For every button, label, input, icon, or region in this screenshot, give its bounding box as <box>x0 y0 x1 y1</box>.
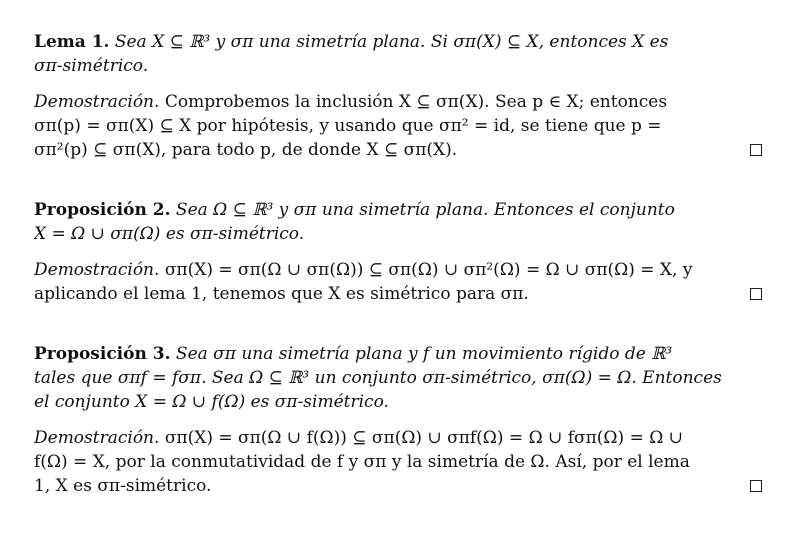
prop-3-line-2 <box>34 366 762 390</box>
prop-3-text-1: Sea σπ una simetría plana y f un movimiento rígido de ℝ³ <box>175 344 673 364</box>
prop-3-proof-text-2: f(Ω) = X, por la conmutatividad de f y σπ y la simetría de Ω. Así, por el lema <box>34 452 690 472</box>
qed-square-icon <box>750 288 762 300</box>
lemma-1-proof-line-3 <box>34 138 762 162</box>
lemma-1-proof-text-3: σπ²(p) ⊆ σπ(X), para todo p, de donde X ⊆ σπ(X). <box>34 140 458 160</box>
prop-3-proof-line-1 <box>34 426 762 450</box>
qed-square-icon <box>750 144 762 156</box>
proof-label: Demostración. <box>34 260 160 280</box>
prop-3-proof-line-3 <box>34 474 762 498</box>
lemma-1-proof-text-1: Comprobemos la inclusión X ⊆ σπ(X). Sea p ∈ X; entonces <box>164 92 668 112</box>
lemma-1-proof-line-2 <box>34 114 762 138</box>
spacer <box>34 414 762 426</box>
prop-3-proof <box>34 426 762 498</box>
prop-2-line-1 <box>34 198 762 222</box>
prop-2-proof-line-1 <box>34 258 762 282</box>
spacer <box>34 78 762 90</box>
lemma-1-proof <box>34 90 762 162</box>
prop-2-proof-text-2: aplicando el lema 1, tenemos que X es simétrico para σπ. <box>34 284 529 304</box>
spacer <box>34 162 762 198</box>
qed-square-icon <box>750 480 762 492</box>
prop-2-text-1: Sea Ω ⊆ ℝ³ y σπ una simetría plana. Entonces el conjunto <box>175 200 675 220</box>
spacer <box>34 306 762 342</box>
prop-2-proof-line-2 <box>34 282 762 306</box>
lemma-1-label: Lema 1. <box>34 32 110 52</box>
prop-3-text-2: tales que σπf = fσπ. Sea Ω ⊆ ℝ³ un conjunto σπ-simétrico, σπ(Ω) = Ω. Entonces <box>34 368 722 388</box>
prop-2-line-2 <box>34 222 762 246</box>
prop-2-proof-text-1: σπ(X) = σπ(Ω ∪ σπ(Ω)) ⊆ σπ(Ω) ∪ σπ²(Ω) = Ω ∪ σπ(Ω) = X, y <box>164 260 693 280</box>
prop-3-proof-text-3: 1, X es σπ-simétrico. <box>34 476 212 496</box>
prop-3-text-3: el conjunto X = Ω ∪ f(Ω) es σπ-simétrico. <box>34 392 389 412</box>
lemma-1-text-1: Sea X ⊆ ℝ³ y σπ una simetría plana. Si σπ(X) ⊆ X, entonces X es <box>114 32 669 52</box>
prop-3-line-1 <box>34 342 762 366</box>
prop-2-text-2: X = Ω ∪ σπ(Ω) es σπ-simétrico. <box>34 224 305 244</box>
lemma-1-proof-text-2: σπ(p) = σπ(X) ⊆ X por hipótesis, y usando que σπ² = id, se tiene que p = <box>34 116 662 136</box>
lemma-1-statement <box>34 30 762 78</box>
prop-3-line-3 <box>34 390 762 414</box>
prop-3-proof-line-2 <box>34 450 762 474</box>
lemma-1-proof-line-1 <box>34 90 762 114</box>
lemma-1-line-1 <box>34 30 762 54</box>
prop-2-label: Proposición 2. <box>34 200 171 220</box>
prop-3-proof-text-1: σπ(X) = σπ(Ω ∪ f(Ω)) ⊆ σπ(Ω) ∪ σπf(Ω) = Ω ∪ fσπ(Ω) = Ω ∪ <box>164 428 683 448</box>
lemma-1-text-2: σπ-simétrico. <box>34 56 149 76</box>
lemma-1-line-2 <box>34 54 762 78</box>
prop-2-statement <box>34 198 762 246</box>
spacer <box>34 246 762 258</box>
prop-3-label: Proposición 3. <box>34 344 171 364</box>
prop-2-proof <box>34 258 762 306</box>
prop-3-statement <box>34 342 762 414</box>
proof-label: Demostración. <box>34 92 160 112</box>
proof-label: Demostración. <box>34 428 160 448</box>
